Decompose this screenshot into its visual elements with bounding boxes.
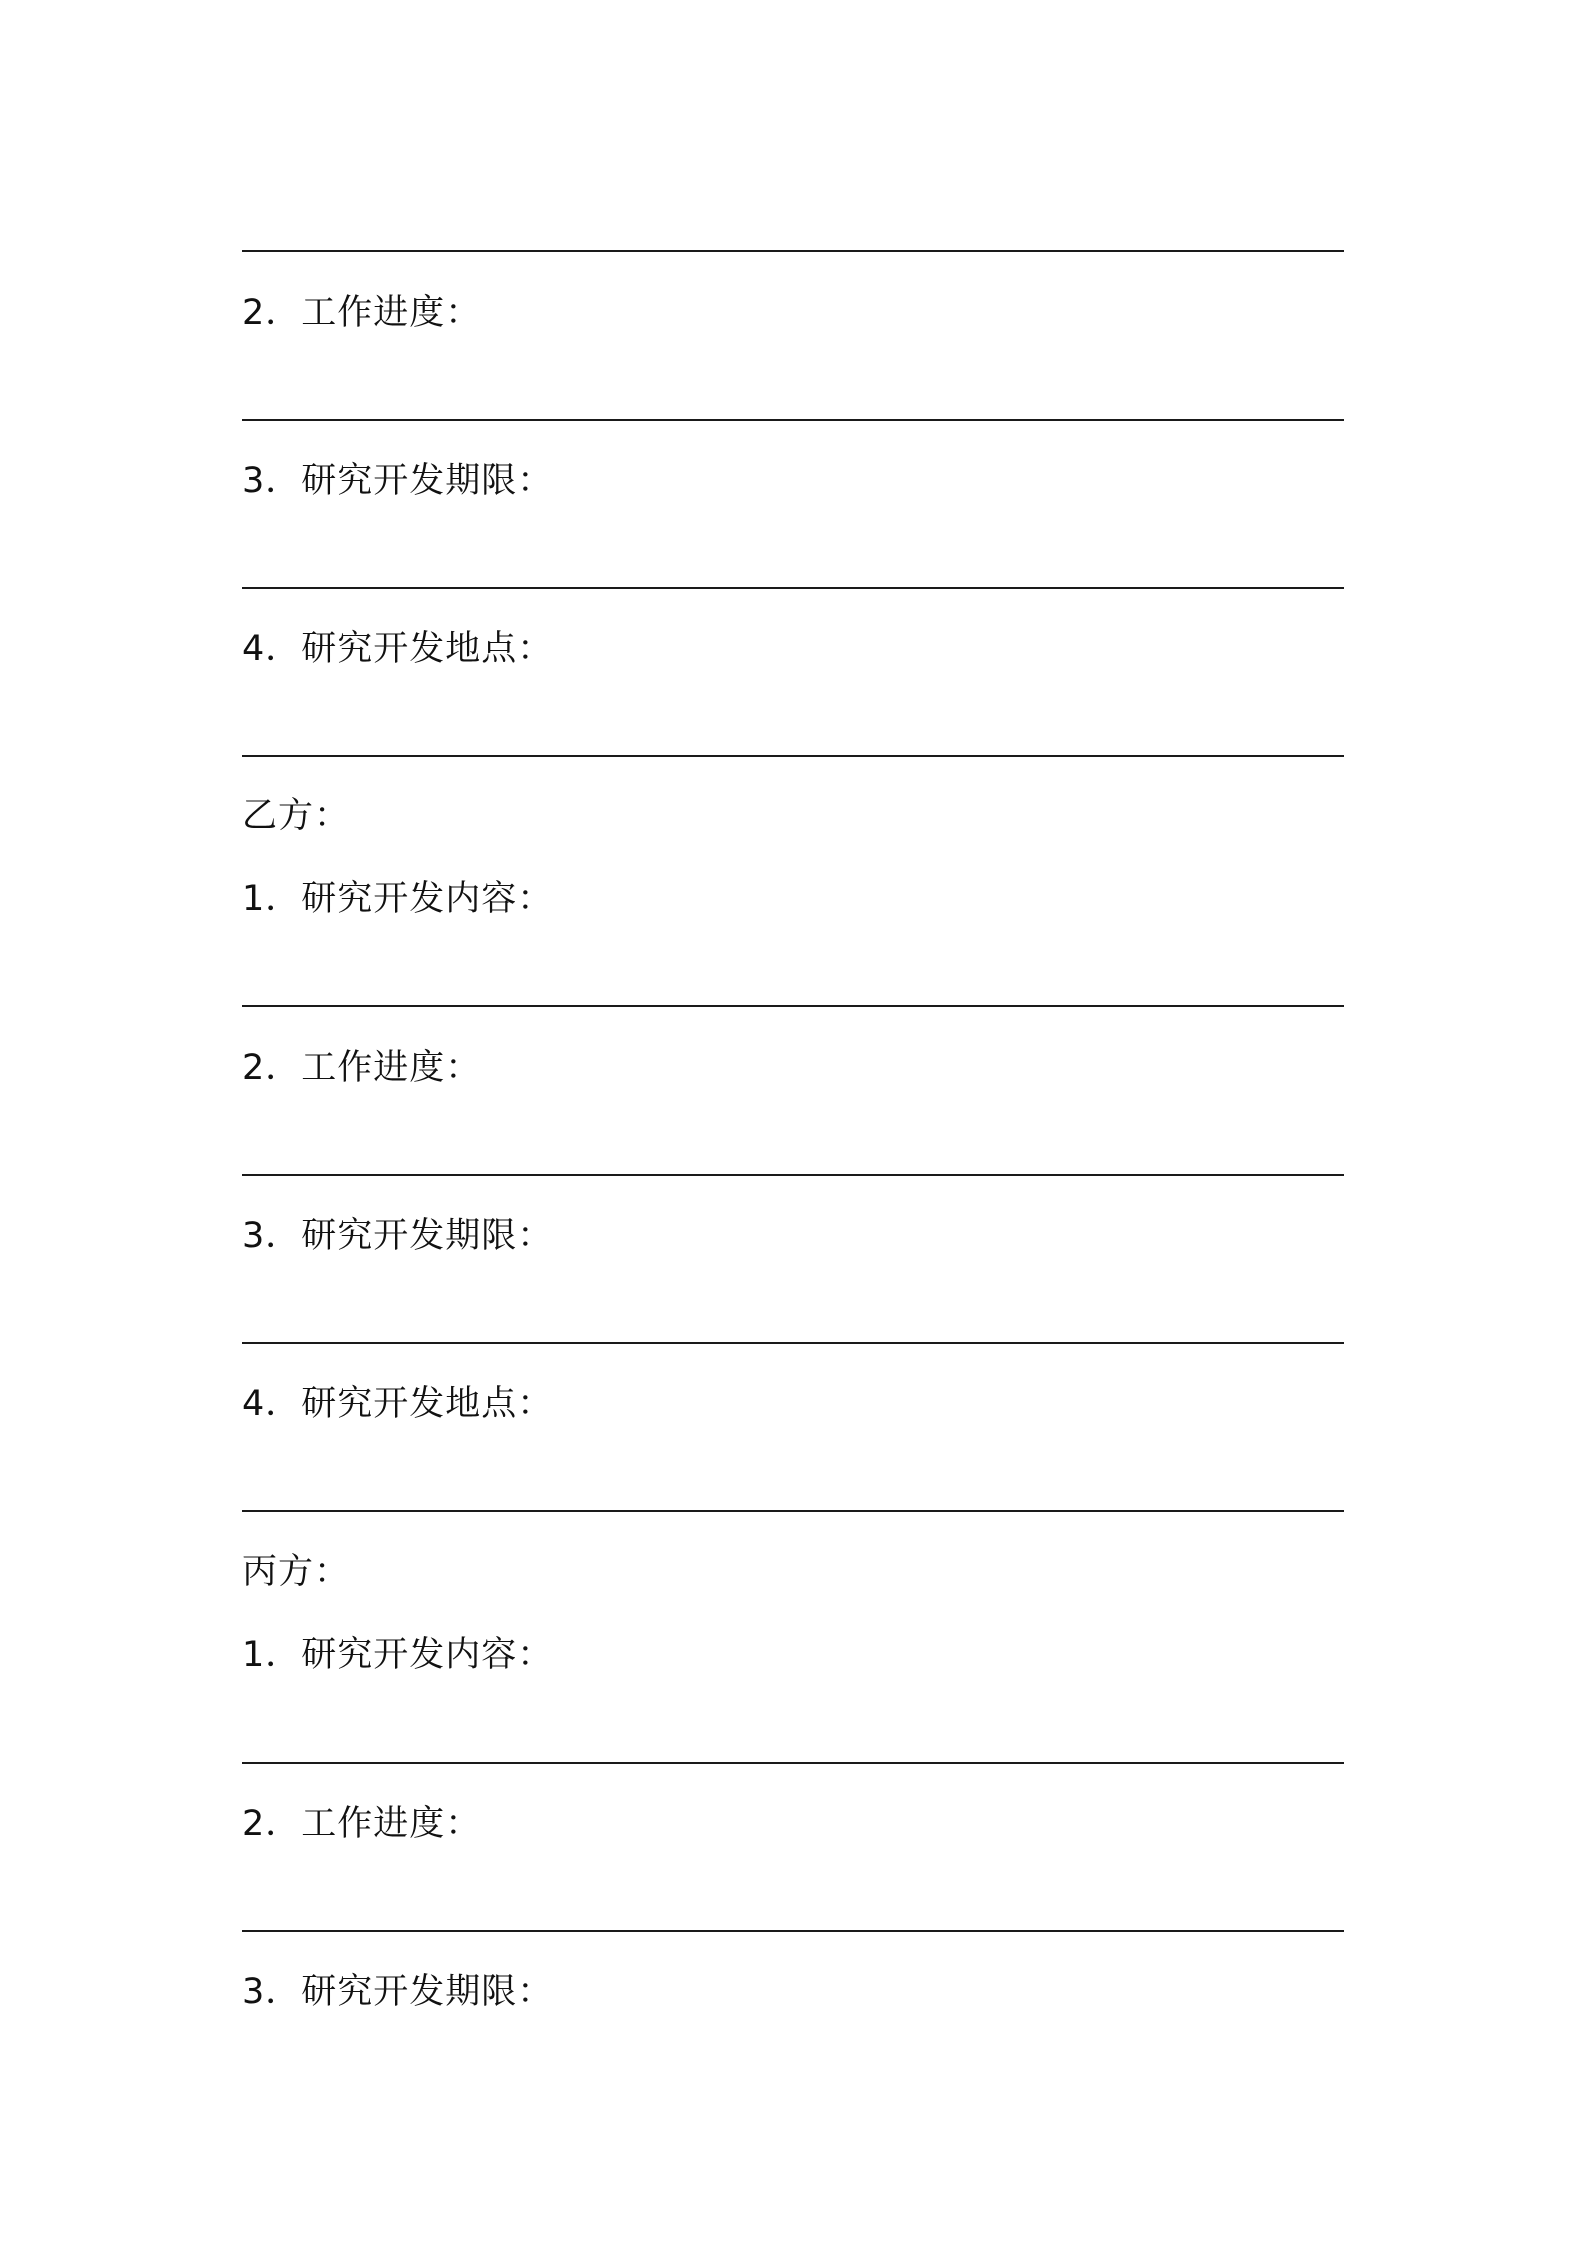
- fill-in-line: [242, 1762, 1344, 1764]
- fill-in-line: [242, 250, 1344, 252]
- item-label: 2．工作进度：: [242, 293, 482, 333]
- item-label: 3．研究开发期限：: [242, 1216, 554, 1256]
- fill-in-line: [242, 1174, 1344, 1176]
- item-label: 3．研究开发期限：: [242, 461, 554, 501]
- item-label: 2．工作进度：: [242, 1048, 482, 1088]
- fill-in-line: [242, 1930, 1344, 1932]
- item-label: 4．研究开发地点：: [242, 629, 554, 669]
- fill-in-line: [242, 755, 1344, 757]
- fill-in-line: [242, 1342, 1344, 1344]
- fill-in-line: [242, 419, 1344, 421]
- fill-in-line: [242, 1510, 1344, 1512]
- fill-in-line: [242, 587, 1344, 589]
- item-label: 1．研究开发内容：: [242, 1635, 554, 1675]
- party-heading: 丙方：: [242, 1552, 351, 1592]
- fill-in-line: [242, 1005, 1344, 1007]
- party-heading: 乙方：: [242, 796, 351, 836]
- item-label: 4．研究开发地点：: [242, 1384, 554, 1424]
- item-label: 2．工作进度：: [242, 1804, 482, 1844]
- item-label: 3．研究开发期限：: [242, 1972, 554, 2012]
- item-label: 1．研究开发内容：: [242, 879, 554, 919]
